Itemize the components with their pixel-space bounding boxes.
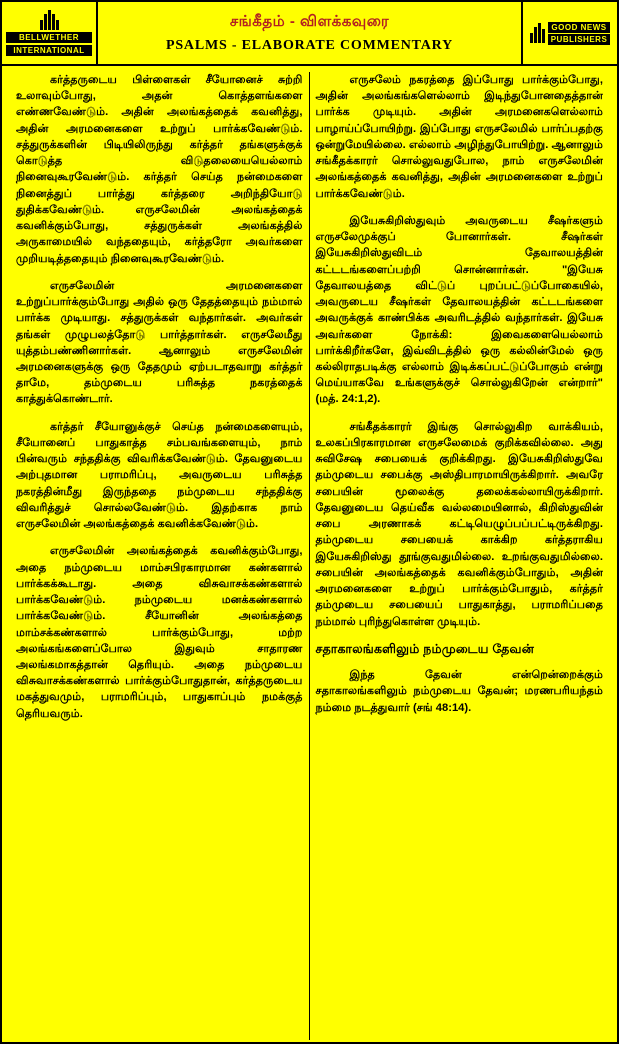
paragraph: எருசலேம் நகரத்தை இப்போது பார்க்கும்போது, அதின் அலங்கங்களெல்லாம் இடிந்துபோனதைத்தான் பார்க்க முடியும். அதின் அரமனைகளெல்லாம் பாழாய்ப்போயிற்று. இப்போது எருசலேமில் பார்ப்பதற்கு ஒன்றுமேயில்லை. எல்லாம் அழிந்துபோயிற்று. ஆனாலும் சங்கீதக்காரர் சொல்லுவதுபோல, நாம் எருசலேமின் அலங்கத்தைக் கவனித்து, அதின் அரமனைகளை உற்றுப் பார்க்கவேண்டும். [315, 74, 603, 200]
column-right [310, 72, 610, 1040]
page-title [98, 2, 521, 64]
paragraph: எருசலேமின் அரமனைகளை உற்றுப்பார்க்கும்போது அதில் ஒரு தேதத்தையும் நம்மால் பார்க்க முடியாது. சத்துருக்கள் வந்தார்கள். அவர்கள் தங்கள் முழுபலத்தோடு பார்த்தார்கள். எருசலேமீது யுத்தம்பண்ணினார்கள். ஆனாலும் எருசலேமின் அரமனைகளுக்கு ஒரு தேதமும் ஏற்படாதவாறு கர்த்தர் தாமே, தம்முடைய பரிசுத்த நகரத்தைக் காத்துக்கொண்டார். [16, 279, 303, 406]
page-body [2, 66, 617, 1044]
church-spires-icon [530, 23, 545, 43]
paragraph: சங்கீதக்காரர் இங்கு சொல்லுகிற வாக்கியம், உலகப்பிரகாரமான எருசலேமைக் குறிக்கவில்லை. அது சுவிசேஷ சபையைக் குறிக்கிறது. இயேசுகிறிஸ்துவே தம்முடைய சபைக்கு அஸ்திபாரமாயிருக்கிறார். அவரே சபையின் மூலைக்கு தலைக்கல்லாயிருக்கிறார். தேவனுடைய தெய்வீக வல்லமையினால், கிறிஸ்துவின் சபை அரணாகக் கட்டியெழுப்பப்பட்டிருக்கிறது. தம்முடைய சபையைக் காக்கிற கர்த்தராகிய இயேசுகிறிஸ்து தூங்குவதுமில்லை. உறங்குவதுமில்லை. சபையின் அலங்கத்தைக் கவனிக்கும்போதும், அதின் அரமனைகளை உற்றுப் பார்க்கும்போதும், கர்த்தர் தம்முடைய சபையைப் பாதுகாத்து, பராமரிப்பதை நம்மால் புரிந்துகொள்ள முடியும். [315, 420, 603, 628]
title-english: PSALMS - ELABORATE COMMENTARY [165, 37, 454, 53]
closing-paragraph: இந்த தேவன் என்றென்றைக்கும் சதாகாலங்களிலும் நம்முடைய தேவன்; மரணபரியந்தம் நம்மை நடத்துவார் (சங் 48:14). [315, 669, 603, 714]
title-tamil: சங்கீதம் - விளக்கவுரை [229, 12, 390, 30]
church-spires-icon [40, 10, 59, 30]
paragraph: எருசலேமின் அலங்கத்தைக் கவனிக்கும்போது, அதை நம்முடைய மாம்சபிரகாரமான கண்களால் பார்க்கக்கூடாது. அதை விசுவாசக்கண்களால் பார்க்கவேண்டும். நம்முடைய மனக்கண்களால் பார்க்கவேண்டும். சீயோனின் அலங்கத்தை மாம்சக்கண்களால் பார்க்கும்போது, மற்ற அலங்கங்களைப்போல இதுவும் சாதாரண அலங்கமாகத்தான் தெரியும். அதை நம்முடைய விசுவாசக்கண்களால் பார்க்கும்போதுதான், கர்த்தருடைய மகத்துவமும், பராமரிப்பும், பாதுகாப்பும் நமக்குத் தெரியவரும். [16, 545, 303, 720]
section-subheading: சதாகாலங்களிலும் நம்முடைய தேவன் [315, 641, 535, 656]
paragraph: கர்த்தருடைய பிள்ளைகள் சீயோனைச் சுற்றி உலாவும்போது, அதன் கொத்தளங்களை எண்ணவேண்டும். அதின் அலங்கத்தைக் கவனித்து, அதின் அரமனைகளை உற்றுப் பார்க்கவேண்டும். சத்துருக்களின் பிடியிலிருந்து கர்த்தர் தங்களுக்குக் கொடுத்த விடுதலையையெல்லாம் நினைவுகூரவேண்டும். கர்த்தர் செய்த நன்மைகளை நினைத்துப் பார்த்து கர்த்தரை அறிந்தியோடு துதிக்கவேண்டும். எருசலேமின் அலங்கத்தைக் கவனிக்கும்போது, சத்துருக்கள் அலங்கத்தில் அருகாமையில் வந்ததையும், கர்த்தரோ அவர்களை முறியடித்ததையும் நினைவுகூரவேண்டும். [16, 74, 303, 265]
right-logo-line2: PUBLISHERS [548, 34, 610, 45]
column-left [10, 72, 310, 1040]
paragraph: கர்த்தர் சீயோனுக்குச் செய்த நன்மைகளையும், சீயோனைப் பாதுகாத்த சம்பவங்களையும், நாம் பின்வரும் சந்ததிக்கு விவரிக்கவேண்டும். தேவனுடைய அற்புதமான பராமரிப்பு, அவருடைய பரிசுத்த நகரத்தின்மீது இருந்ததை நம்முடைய சந்ததிக்கு விவரித்துச் சொல்லவேண்டும். இதற்காக நாம் எருசலேமின் அலங்கத்தைக் கவனிக்கவேண்டும். [16, 420, 303, 531]
left-logo-line1: BELLWETHER [6, 32, 92, 43]
left-logo-line2: INTERNATIONAL [6, 45, 92, 56]
page-header [2, 2, 617, 66]
paragraph: இயேசுகிறிஸ்துவும் அவருடைய சீஷர்களும் எருசலேமுக்குப் போனார்கள். சீஷர்கள் இயேசுகிறிஸ்துவிடம் தேவாலயத்தின் கட்டடங்களைப்பற்றி சொன்னார்கள். "இயேசு தேவாலயத்தை விட்டுப் புறப்பட்டுப்போகையில், அவருடைய சீஷர்கள் தேவாலயத்தின் கட்டடங்களை அவருக்குக் காண்பிக்க அவரிடத்தில் வந்தார்கள். இயேசு அவர்களை நோக்கி: இவைகளையெல்லாம் பார்க்கிறீர்களே, இவ்விடத்தில் ஒரு கல்லின்மேல் ஒரு கல்லிராதபடிக்கு எல்லாம் இடிக்கப்பட்டுப்போகும் என்று மெய்யாகவே உங்களுக்குச் சொல்லுகிறேன் என்றார்" (மத். 24:1,2). [315, 214, 603, 406]
right-logo-line1: GOOD NEWS [548, 22, 610, 33]
publisher-logo-right [521, 2, 617, 64]
publisher-logo-left [2, 2, 98, 64]
